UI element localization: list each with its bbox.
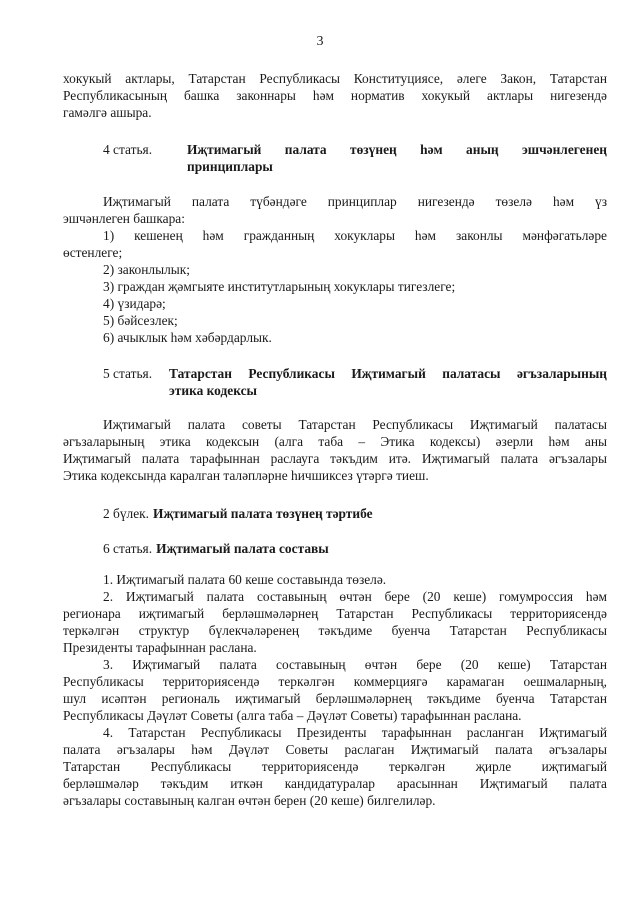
article5-line: әгъзаларының этика кодексын (алга таба – Этика кодексы) әзерли һәм аны: [63, 434, 607, 449]
article5-title-line: Татарстан Республикасы Иҗтимагый палатасы әгъзаларының: [169, 366, 607, 381]
article4-title-line: принциплары: [187, 159, 273, 174]
article5-number: 5 статья.: [103, 366, 153, 381]
article4-item: 1) кешенең һәм гражданның хокуклары һәм законлы мәнфәгатьләре: [103, 228, 607, 243]
chapter2-title: Иҗтимагый палата төзүнең тәртибе: [153, 506, 373, 521]
article6-number: 6 статья.: [103, 541, 153, 556]
article4-lead-line: Иҗтимагый палата түбәндәге принциплар нигезендә төзелә һәм үз: [103, 194, 607, 209]
article4-lead-line: эшчәнлеген башкара:: [63, 211, 185, 226]
article6-paragraph-3-line: Республикасы территориясендә теркәлгән коммерциягә карамаган оешмаларның,: [63, 674, 607, 689]
article5-title: [169, 365, 607, 399]
article5-body: [63, 416, 607, 484]
article6-paragraph-3-line: шул исәптән региональ иҗтимагый берләшмәләрнең тәкъдиме буенча Татарстан: [63, 691, 607, 706]
article5-title-line: этика кодексы: [169, 383, 257, 398]
article4-item: 6) ачыклык һәм хәбәрдарлык.: [103, 330, 272, 345]
intro-line: хокукый актлары, Татарстан Республикасы Конституциясе, әлеге Закон, Татарстан: [63, 71, 607, 86]
article6-paragraph-4-line: Татарстан Республикасы территориясендә теркәлгән җирле иҗтимагый: [63, 759, 607, 774]
article6-paragraph-4-line: берләшмәләр тәкъдим иткән кандидатуралар арасыннан Иҗтимагый палата: [63, 776, 607, 791]
article6-paragraph-3-line: Республикасы Дәүләт Советы (алга таба – Дәүләт Советы) тарафыннан раслана.: [63, 708, 522, 723]
article6-paragraph-4-line: 4. Татарстан Республикасы Президенты тарафыннан расланган Иҗтимагый: [103, 725, 607, 740]
article6-heading: [103, 540, 607, 557]
article5-line: Иҗтимагый палата советы Татарстан Республикасы Иҗтимагый палатасы: [103, 417, 607, 432]
article5-line: Этика кодексында каралган таләпләрне һичшиксез үтәргә тиеш.: [63, 468, 429, 483]
article6-title: Иҗтимагый палата составы: [156, 541, 329, 556]
article5-heading: [103, 365, 607, 399]
article6-paragraph-1: 1. Иҗтимагый палата 60 кеше составында төзелә.: [103, 572, 387, 587]
article6-paragraph-4-line: әгъзалары составының калган өчтән берен (20 кеше) билгелиләр.: [63, 793, 436, 808]
article6-paragraph-2-line: регионара иҗтимагый берләшмәләрнең Татарстан Республикасы территориясендә: [63, 606, 607, 621]
article6-paragraph-3-line: 3. Иҗтимагый палата составының өчтән бере (20 кеше) Татарстан: [103, 657, 607, 672]
article5-line: Иҗтимагый палата тарафыннан раслауга тәкъдим итә. Иҗтимагый палата әгъзалары: [63, 451, 607, 466]
article4-item: 3) граждан җәмгыяте институтларының хокуклары тигезлеге;: [103, 279, 456, 294]
article4-title: [187, 141, 607, 175]
chapter2-heading: [103, 505, 607, 522]
article4-title-line: Иҗтимагый палата төзүнең һәм аның эшчәнлегенең: [187, 142, 607, 157]
article4-item: 5) бәйсезлек;: [103, 313, 178, 328]
article6-paragraph-2-line: теркәлгән структур бүлекчәләренең тәкъдиме буенча Татарстан Республикасы: [63, 623, 607, 638]
article4-item: 2) законлылык;: [103, 262, 191, 277]
intro-paragraph: [63, 70, 607, 121]
article6-paragraph-2-line: 2. Иҗтимагый палата составының өчтән бере (20 кеше) гомумроссия һәм: [103, 589, 607, 604]
article4-body: [63, 193, 607, 346]
article4-item: өстенлеге;: [63, 245, 123, 260]
intro-line: гамәлгә ашыра.: [63, 105, 152, 120]
article4-heading: [103, 141, 607, 175]
article6-paragraph-4-line: палата әгъзалары һәм Дәүләт Советы раслаган Иҗтимагый палата әгъзалары: [63, 742, 607, 757]
intro-line: Республикасының башка законнары һәм норматив хокукый актлары нигезендә: [63, 88, 607, 103]
chapter2-number: 2 бүлек.: [103, 506, 150, 521]
article6-paragraph-2-line: Президенты тарафыннан раслана.: [63, 640, 257, 655]
article4-number: 4 статья.: [103, 142, 153, 157]
article6-body: [63, 571, 607, 809]
page-number: 3: [316, 34, 324, 49]
article4-item: 4) үзидарә;: [103, 296, 166, 311]
